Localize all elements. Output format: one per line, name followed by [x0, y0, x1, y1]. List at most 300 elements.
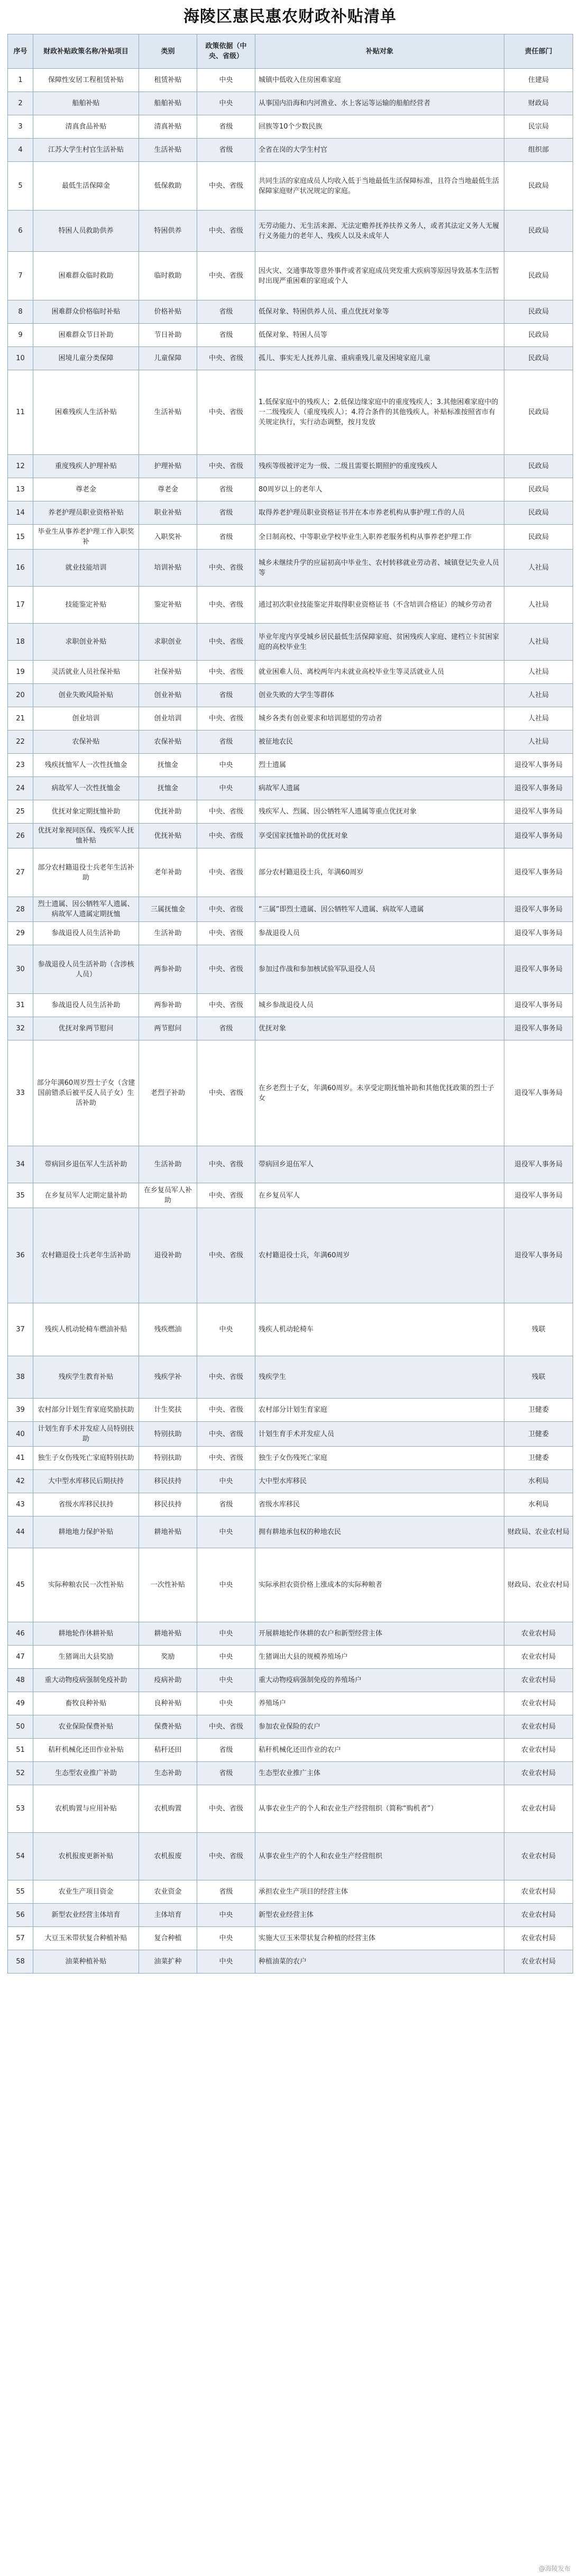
cell-no: 31 — [8, 994, 33, 1017]
cell-basis: 养殖场户 — [255, 1692, 504, 1715]
table-row — [8, 587, 573, 624]
cell-no: 4 — [8, 139, 33, 162]
cell-category: 尊老金 — [139, 478, 197, 501]
cell-no: 46 — [8, 1622, 33, 1646]
cell-basis: 从事国内沿海和内河渔业、水上客运等运输的船舶经营者 — [255, 92, 504, 115]
header-level: 政策依据（中央、省级） — [197, 34, 255, 69]
table-row — [8, 1739, 573, 1762]
cell-basis: 带病回乡退伍军人 — [255, 1146, 504, 1183]
table-row — [8, 1927, 573, 1950]
cell-level: 省级 — [197, 1880, 255, 1904]
table-row — [8, 824, 573, 848]
cell-name: 带病回乡退伍军人生活补助 — [33, 1146, 139, 1183]
cell-level: 省级 — [197, 501, 255, 525]
cell-dept: 残联 — [504, 1356, 573, 1399]
cell-no: 2 — [8, 92, 33, 115]
cell-basis: 参加过作战和参加核试验军队退役人员 — [255, 945, 504, 994]
cell-basis: 生猪调出大县的规模养殖场户 — [255, 1646, 504, 1669]
cell-no: 11 — [8, 370, 33, 455]
cell-dept: 退役军人事务局 — [504, 848, 573, 897]
cell-no: 47 — [8, 1646, 33, 1669]
cell-dept: 退役军人事务局 — [504, 1040, 573, 1146]
cell-level: 中央、省级 — [197, 1040, 255, 1146]
cell-level: 中央 — [197, 754, 255, 777]
cell-dept: 人社局 — [504, 707, 573, 730]
table-row — [8, 1208, 573, 1303]
cell-no: 27 — [8, 848, 33, 897]
cell-dept: 卫健委 — [504, 1399, 573, 1422]
cell-level: 中央、省级 — [197, 800, 255, 824]
cell-basis: 享受国家抚恤补助的优抚对象 — [255, 824, 504, 848]
header-no: 序号 — [8, 34, 33, 69]
page-title: 海陵区惠民惠农财政补贴清单 — [183, 7, 397, 26]
cell-level: 省级 — [197, 684, 255, 707]
cell-name: 计划生育手术并发症人员特别扶助 — [33, 1422, 139, 1447]
cell-basis: 被征地农民 — [255, 730, 504, 754]
table-row — [8, 1146, 573, 1183]
table-row — [8, 1548, 573, 1622]
cell-no: 28 — [8, 897, 33, 922]
cell-name: 农机报废更新补贴 — [33, 1833, 139, 1880]
cell-name: 残疾人机动轮椅车燃油补贴 — [33, 1303, 139, 1356]
cell-no: 9 — [8, 324, 33, 347]
cell-basis: 从事农业生产的个人和农业生产经营组织 — [255, 1833, 504, 1880]
cell-category: 清真补贴 — [139, 115, 197, 139]
cell-basis: 回族等10个少数民族 — [255, 115, 504, 139]
cell-no: 36 — [8, 1208, 33, 1303]
table-row — [8, 501, 573, 525]
cell-no: 21 — [8, 707, 33, 730]
table-row — [8, 1669, 573, 1692]
table-row — [8, 455, 573, 478]
cell-no: 15 — [8, 525, 33, 550]
table-row — [8, 1470, 573, 1493]
table-row — [8, 1646, 573, 1669]
cell-level: 中央 — [197, 1904, 255, 1927]
cell-dept: 民政局 — [504, 211, 573, 252]
cell-name: 大中型水库移民后期扶持 — [33, 1470, 139, 1493]
cell-dept: 农业农村局 — [504, 1692, 573, 1715]
cell-dept: 农业农村局 — [504, 1622, 573, 1646]
cell-dept: 人社局 — [504, 550, 573, 587]
cell-category: 生活补贴 — [139, 139, 197, 162]
cell-basis: 全日制高校、中等职业学校毕业生入职养老服务机构从事养老护理工作 — [255, 525, 504, 550]
cell-category: 入职奖补 — [139, 525, 197, 550]
cell-category: 创业补贴 — [139, 684, 197, 707]
cell-basis: 拥有耕地承包权的种地农民 — [255, 1517, 504, 1548]
cell-dept: 财政局、农业农村局 — [504, 1517, 573, 1548]
table-row — [8, 1692, 573, 1715]
cell-category: 移民扶持 — [139, 1470, 197, 1493]
cell-no: 26 — [8, 824, 33, 848]
cell-dept: 农业农村局 — [504, 1785, 573, 1833]
cell-dept: 民政局 — [504, 252, 573, 300]
table-row — [8, 69, 573, 92]
cell-category: 价格补贴 — [139, 300, 197, 324]
cell-name: 参战退役人员生活补助（含涉核人员） — [33, 945, 139, 994]
cell-category: 生活补助 — [139, 922, 197, 945]
table-row — [8, 684, 573, 707]
cell-level: 中央、省级 — [197, 824, 255, 848]
cell-basis: 共同生活的家庭成员人均收入低于当地最低生活保障标准，且符合当地最低生活保障家庭财产状况规定的家庭。 — [255, 162, 504, 211]
cell-basis: 孤儿、事实无人抚养儿童、重病重残儿童及困境家庭儿童 — [255, 347, 504, 370]
cell-no: 16 — [8, 550, 33, 587]
cell-category: 两参补助 — [139, 994, 197, 1017]
cell-no: 44 — [8, 1517, 33, 1548]
table-row — [8, 1880, 573, 1904]
table-header-row — [8, 34, 573, 69]
cell-dept: 退役军人事务局 — [504, 1183, 573, 1208]
table-row — [8, 1622, 573, 1646]
cell-category: 秸秆还田 — [139, 1739, 197, 1762]
cell-level: 省级 — [197, 300, 255, 324]
cell-category: 生活补助 — [139, 1146, 197, 1183]
table-row — [8, 252, 573, 300]
cell-name: 保障性安居工程租赁补贴 — [33, 69, 139, 92]
table-row — [8, 897, 573, 922]
cell-category: 求职创业 — [139, 624, 197, 661]
cell-dept: 退役军人事务局 — [504, 1017, 573, 1040]
cell-basis: 实施大豆玉米带状复合种植的经营主体 — [255, 1927, 504, 1950]
table-row — [8, 211, 573, 252]
cell-category: 老年补助 — [139, 848, 197, 897]
cell-category: 低保救助 — [139, 162, 197, 211]
cell-category: 计生奖扶 — [139, 1399, 197, 1422]
cell-name: 参战退役人员生活补助 — [33, 994, 139, 1017]
table-row — [8, 478, 573, 501]
cell-category: 创业培训 — [139, 707, 197, 730]
cell-basis: 农村籍退役士兵，年满60周岁 — [255, 1208, 504, 1303]
cell-basis: 通过初次职业技能鉴定并取得职业资格证书（不含培训合格证）的城乡劳动者 — [255, 587, 504, 624]
cell-name: 新型农业经营主体培育 — [33, 1904, 139, 1927]
cell-dept: 民政局 — [504, 478, 573, 501]
cell-name: 油菜种植补贴 — [33, 1950, 139, 1974]
cell-category: 农机购置 — [139, 1785, 197, 1833]
table-row — [8, 800, 573, 824]
cell-dept: 水利局 — [504, 1493, 573, 1517]
cell-dept: 卫健委 — [504, 1422, 573, 1447]
table-row — [8, 1715, 573, 1739]
cell-no: 43 — [8, 1493, 33, 1517]
cell-dept: 住建局 — [504, 69, 573, 92]
cell-category: 保费补贴 — [139, 1715, 197, 1739]
cell-basis: 种植油菜的农户 — [255, 1950, 504, 1974]
cell-basis: 部分农村籍退役士兵，年满60周岁 — [255, 848, 504, 897]
header-dept: 责任部门 — [504, 34, 573, 69]
cell-level: 中央、省级 — [197, 162, 255, 211]
cell-category: 良种补贴 — [139, 1692, 197, 1715]
cell-no: 29 — [8, 922, 33, 945]
cell-category: 油菜扩种 — [139, 1950, 197, 1974]
cell-level: 省级 — [197, 139, 255, 162]
cell-basis: 80周岁以上的老年人 — [255, 478, 504, 501]
cell-dept: 人社局 — [504, 587, 573, 624]
cell-level: 中央 — [197, 92, 255, 115]
cell-dept: 民政局 — [504, 501, 573, 525]
cell-basis: 开展耕地轮作休耕的农户和新型经营主体 — [255, 1622, 504, 1646]
cell-dept: 农业农村局 — [504, 1950, 573, 1974]
table-row — [8, 370, 573, 455]
cell-level: 省级 — [197, 1017, 255, 1040]
table-row — [8, 1183, 573, 1208]
cell-dept: 农业农村局 — [504, 1646, 573, 1669]
cell-level: 中央、省级 — [197, 347, 255, 370]
cell-level: 省级 — [197, 478, 255, 501]
cell-name: 大豆玉米带状复合种植补贴 — [33, 1927, 139, 1950]
cell-dept: 退役军人事务局 — [504, 1146, 573, 1183]
cell-category: 社保补贴 — [139, 661, 197, 684]
cell-name: 江苏大学生村官生活补贴 — [33, 139, 139, 162]
cell-dept: 退役军人事务局 — [504, 897, 573, 922]
cell-level: 省级 — [197, 1493, 255, 1517]
cell-level: 中央、省级 — [197, 994, 255, 1017]
cell-category: 三属抚恤金 — [139, 897, 197, 922]
cell-no: 38 — [8, 1356, 33, 1399]
cell-name: 困境儿童分类保障 — [33, 347, 139, 370]
cell-name: 畜牧良种补贴 — [33, 1692, 139, 1715]
cell-category: 特别扶助 — [139, 1422, 197, 1447]
table-row — [8, 730, 573, 754]
cell-level: 省级 — [197, 324, 255, 347]
cell-category: 疫病补助 — [139, 1669, 197, 1692]
cell-level: 中央 — [197, 69, 255, 92]
cell-dept: 民政局 — [504, 525, 573, 550]
cell-basis: 低保对象、特困人员等 — [255, 324, 504, 347]
cell-category: 退役补助 — [139, 1208, 197, 1303]
cell-no: 32 — [8, 1017, 33, 1040]
cell-basis: 1.低保家庭中的残疾人；2.低保边缘家庭中的重度残疾人；3.其他困难家庭中的一二级残疾人（重度残疾人）；4.符合条件的其他残疾人。补贴标准按照省市有关规定执行，实行动态调整，按月发放 — [255, 370, 504, 455]
table-row — [8, 1017, 573, 1040]
cell-no: 12 — [8, 455, 33, 478]
cell-level: 省级 — [197, 1739, 255, 1762]
table-row — [8, 525, 573, 550]
cell-name: 生态型农业推广补助 — [33, 1762, 139, 1785]
cell-dept: 农业农村局 — [504, 1927, 573, 1950]
table-body — [8, 69, 573, 1974]
cell-level: 省级 — [197, 1762, 255, 1785]
cell-no: 53 — [8, 1785, 33, 1833]
table-row — [8, 92, 573, 115]
cell-level: 中央、省级 — [197, 211, 255, 252]
cell-dept: 民政局 — [504, 455, 573, 478]
cell-category: 两节慰问 — [139, 1017, 197, 1040]
cell-dept: 农业农村局 — [504, 1669, 573, 1692]
cell-level: 中央、省级 — [197, 455, 255, 478]
cell-name: 创业失败风险补贴 — [33, 684, 139, 707]
cell-level: 省级 — [197, 730, 255, 754]
cell-level: 中央、省级 — [197, 1715, 255, 1739]
cell-basis: 从事农业生产的个人和农业生产经营组织（简称“购机者”） — [255, 1785, 504, 1833]
table-row — [8, 1447, 573, 1470]
cell-name: 毕业生从事养老护理工作入职奖补 — [33, 525, 139, 550]
cell-name: 创业培训 — [33, 707, 139, 730]
cell-level: 中央 — [197, 1646, 255, 1669]
cell-dept: 财政局、农业农村局 — [504, 1548, 573, 1622]
cell-category: 老烈子补助 — [139, 1040, 197, 1146]
cell-name: 优抚对象定期抚恤补助 — [33, 800, 139, 824]
cell-name: 烈士遗属、因公牺牲军人遗属、病故军人遗属定期抚恤 — [33, 897, 139, 922]
cell-name: 耕地轮作休耕补贴 — [33, 1622, 139, 1646]
watermark: @海陵发布 — [538, 2565, 570, 2572]
cell-name: 船舶补贴 — [33, 92, 139, 115]
cell-name: 参战退役人员生活补助 — [33, 922, 139, 945]
cell-dept: 民政局 — [504, 370, 573, 455]
cell-name: 技能鉴定补贴 — [33, 587, 139, 624]
cell-basis: 参加农业保险的农户 — [255, 1715, 504, 1739]
cell-basis: 秸秆机械化还田作业的农户 — [255, 1739, 504, 1762]
cell-level: 中央、省级 — [197, 1447, 255, 1470]
cell-no: 25 — [8, 800, 33, 824]
cell-no: 18 — [8, 624, 33, 661]
cell-basis: 参战退役人员 — [255, 922, 504, 945]
cell-level: 中央 — [197, 1470, 255, 1493]
cell-dept: 退役军人事务局 — [504, 824, 573, 848]
cell-dept: 组织部 — [504, 139, 573, 162]
cell-dept: 人社局 — [504, 684, 573, 707]
cell-category: 临时救助 — [139, 252, 197, 300]
cell-name: 优抚对象视同医保、残疾军人抚恤补贴 — [33, 824, 139, 848]
cell-name: 困难群众节日补助 — [33, 324, 139, 347]
cell-no: 10 — [8, 347, 33, 370]
cell-name: 重度残疾人护理补贴 — [33, 455, 139, 478]
cell-name: 尊老金 — [33, 478, 139, 501]
cell-no: 1 — [8, 69, 33, 92]
cell-category: 奖励 — [139, 1646, 197, 1669]
cell-name: 灵活就业人员社保补贴 — [33, 661, 139, 684]
table-row — [8, 1833, 573, 1880]
cell-no: 41 — [8, 1447, 33, 1470]
cell-dept: 卫健委 — [504, 1447, 573, 1470]
cell-no: 37 — [8, 1303, 33, 1356]
cell-category: 鉴定补贴 — [139, 587, 197, 624]
cell-no: 48 — [8, 1669, 33, 1692]
cell-no: 51 — [8, 1739, 33, 1762]
cell-name: 生猪调出大县奖励 — [33, 1646, 139, 1669]
table-row — [8, 945, 573, 994]
table-row — [8, 324, 573, 347]
cell-name: 在乡复员军人定期定量补助 — [33, 1183, 139, 1208]
header-category: 类别 — [139, 34, 197, 69]
table-row — [8, 1422, 573, 1447]
cell-dept: 退役军人事务局 — [504, 754, 573, 777]
table-row — [8, 550, 573, 587]
cell-level: 中央、省级 — [197, 370, 255, 455]
cell-level: 中央 — [197, 1622, 255, 1646]
cell-category: 耕地补贴 — [139, 1517, 197, 1548]
cell-category: 优抚补助 — [139, 800, 197, 824]
table-row — [8, 1517, 573, 1548]
cell-category: 在乡复员军人补助 — [139, 1183, 197, 1208]
cell-basis: 残疾等级被评定为一级、二级且需要长期照护的重度残疾人 — [255, 455, 504, 478]
cell-level: 中央、省级 — [197, 1785, 255, 1833]
cell-level: 中央 — [197, 1548, 255, 1622]
cell-level: 中央、省级 — [197, 252, 255, 300]
cell-level: 中央 — [197, 1303, 255, 1356]
cell-name: 清真食品补贴 — [33, 115, 139, 139]
cell-category: 农保补贴 — [139, 730, 197, 754]
cell-basis: 就业困难人员、离校两年内未就业高校毕业生等灵活就业人员 — [255, 661, 504, 684]
cell-basis: 城乡未继续升学的应届初高中毕业生、农村转移就业劳动者、城镇登记失业人员等 — [255, 550, 504, 587]
table-row — [8, 162, 573, 211]
cell-level: 中央、省级 — [197, 848, 255, 897]
table-row — [8, 115, 573, 139]
cell-dept: 退役军人事务局 — [504, 1208, 573, 1303]
cell-basis: 大中型水库移民 — [255, 1470, 504, 1493]
cell-name: 农机购置与应用补贴 — [33, 1785, 139, 1833]
cell-level: 中央、省级 — [197, 1422, 255, 1447]
subsidy-table — [7, 34, 573, 1974]
cell-basis: 优抚对象 — [255, 1017, 504, 1040]
cell-level: 中央 — [197, 1692, 255, 1715]
cell-no: 24 — [8, 777, 33, 800]
table-row — [8, 922, 573, 945]
cell-category: 生活补贴 — [139, 370, 197, 455]
cell-name: 困难群众价格临时补贴 — [33, 300, 139, 324]
cell-no: 7 — [8, 252, 33, 300]
table-row — [8, 777, 573, 800]
cell-no: 8 — [8, 300, 33, 324]
table-row — [8, 1785, 573, 1833]
cell-name: 最低生活保障金 — [33, 162, 139, 211]
header-basis: 补贴对象 — [255, 34, 504, 69]
cell-no: 50 — [8, 1715, 33, 1739]
cell-category: 儿童保障 — [139, 347, 197, 370]
cell-level: 中央、省级 — [197, 1208, 255, 1303]
table-row — [8, 1904, 573, 1927]
cell-dept: 退役军人事务局 — [504, 922, 573, 945]
cell-category: 农机报废 — [139, 1833, 197, 1880]
cell-level: 中央、省级 — [197, 624, 255, 661]
cell-category: 抚恤金 — [139, 777, 197, 800]
table-row — [8, 1356, 573, 1399]
cell-name: 困难群众临时救助 — [33, 252, 139, 300]
cell-name: 农村籍退役士兵老年生活补助 — [33, 1208, 139, 1303]
cell-dept: 民政局 — [504, 300, 573, 324]
cell-level: 中央、省级 — [197, 897, 255, 922]
cell-name: 实际种粮农民一次性补贴 — [33, 1548, 139, 1622]
header-name: 财政补贴政策名称/补贴项目 — [33, 34, 139, 69]
cell-level: 中央、省级 — [197, 1833, 255, 1880]
cell-category: 特别扶助 — [139, 1447, 197, 1470]
cell-name: 就业技能培训 — [33, 550, 139, 587]
cell-name: 农业生产项目资金 — [33, 1880, 139, 1904]
cell-basis: 农村部分计划生育家庭 — [255, 1399, 504, 1422]
cell-level: 中央 — [197, 1669, 255, 1692]
cell-basis: 城乡各类有创业要求和培训愿望的劳动者 — [255, 707, 504, 730]
cell-name: 重大动物疫病强制免疫补助 — [33, 1669, 139, 1692]
table-row — [8, 1399, 573, 1422]
cell-name: 养老护理员职业资格补贴 — [33, 501, 139, 525]
cell-basis: 省级水库移民 — [255, 1493, 504, 1517]
cell-name: 农保补贴 — [33, 730, 139, 754]
cell-basis: 重大动物疫病强制免疫的养殖场户 — [255, 1669, 504, 1692]
cell-level: 中央、省级 — [197, 1183, 255, 1208]
cell-dept: 农业农村局 — [504, 1715, 573, 1739]
cell-no: 54 — [8, 1833, 33, 1880]
cell-name: 困难残疾人生活补贴 — [33, 370, 139, 455]
cell-no: 58 — [8, 1950, 33, 1974]
cell-name: 残疾学生教育补贴 — [33, 1356, 139, 1399]
cell-basis: 在乡复员军人 — [255, 1183, 504, 1208]
cell-no: 57 — [8, 1927, 33, 1950]
cell-category: 优抚补贴 — [139, 824, 197, 848]
table-row — [8, 1762, 573, 1785]
cell-no: 14 — [8, 501, 33, 525]
cell-no: 3 — [8, 115, 33, 139]
cell-name: 特困人员救助供养 — [33, 211, 139, 252]
cell-level: 中央、省级 — [197, 1356, 255, 1399]
cell-level: 中央 — [197, 1927, 255, 1950]
